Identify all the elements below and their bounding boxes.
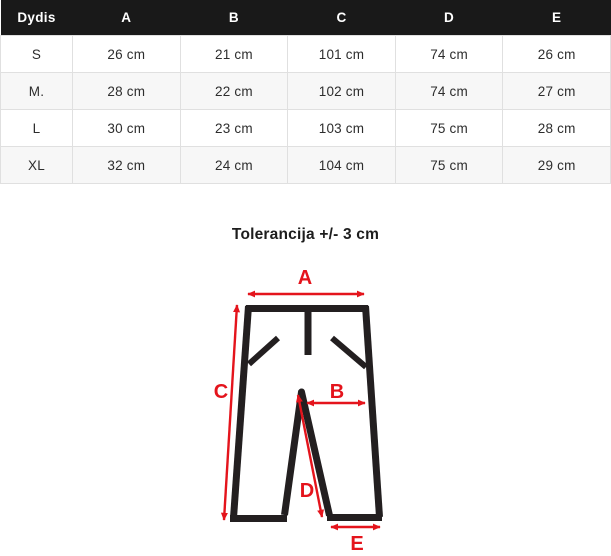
label-a: A [297, 267, 313, 289]
measurement-cell: 74 cm [395, 36, 503, 73]
measurement-cell: 75 cm [395, 110, 503, 147]
header-cell-a: A [73, 0, 181, 36]
measurement-cell: 27 cm [503, 73, 611, 110]
measurement-cell: 104 cm [288, 147, 396, 184]
measurement-cell: 30 cm [73, 110, 181, 147]
measurement-cell: 102 cm [288, 73, 396, 110]
measurement-cell: 75 cm [395, 147, 503, 184]
measurement-cell: 22 cm [180, 73, 288, 110]
label-e: E [350, 533, 364, 555]
measurement-cell: 28 cm [503, 110, 611, 147]
measurement-cell: 23 cm [180, 110, 288, 147]
table-row-m [1, 73, 611, 110]
table-row-xl [1, 147, 611, 184]
measurement-cell: 26 cm [503, 36, 611, 73]
measurement-cell: 21 cm [180, 36, 288, 73]
pants-measurement-diagram [0, 256, 611, 556]
header-cell-c: C [288, 0, 396, 36]
measurement-cell: 24 cm [180, 147, 288, 184]
header-cell-size: Dydis [1, 0, 73, 36]
label-d: D [299, 480, 315, 502]
header-cell-e: E [503, 0, 611, 36]
measurement-cell: 101 cm [288, 36, 396, 73]
tolerance-note: Tolerancija +/- 3 cm [231, 226, 380, 243]
size-cell: XL [1, 147, 73, 184]
measurement-cell: 32 cm [73, 147, 181, 184]
size-cell: M. [1, 73, 73, 110]
measurement-cell: 26 cm [73, 36, 181, 73]
label-c: C [213, 381, 229, 403]
measurement-cell: 28 cm [73, 73, 181, 110]
size-table-body [1, 36, 611, 184]
label-b: B [329, 381, 345, 403]
table-row-s [1, 36, 611, 73]
size-cell: S [1, 36, 73, 73]
measurement-cell: 103 cm [288, 110, 396, 147]
header-cell-d: D [395, 0, 503, 36]
header-cell-b: B [180, 0, 288, 36]
measurement-cell: 74 cm [395, 73, 503, 110]
table-row-l [1, 110, 611, 147]
size-table [0, 0, 611, 184]
measurement-cell: 29 cm [503, 147, 611, 184]
size-cell: L [1, 110, 73, 147]
size-table-header [1, 0, 611, 36]
header-row [1, 0, 611, 36]
